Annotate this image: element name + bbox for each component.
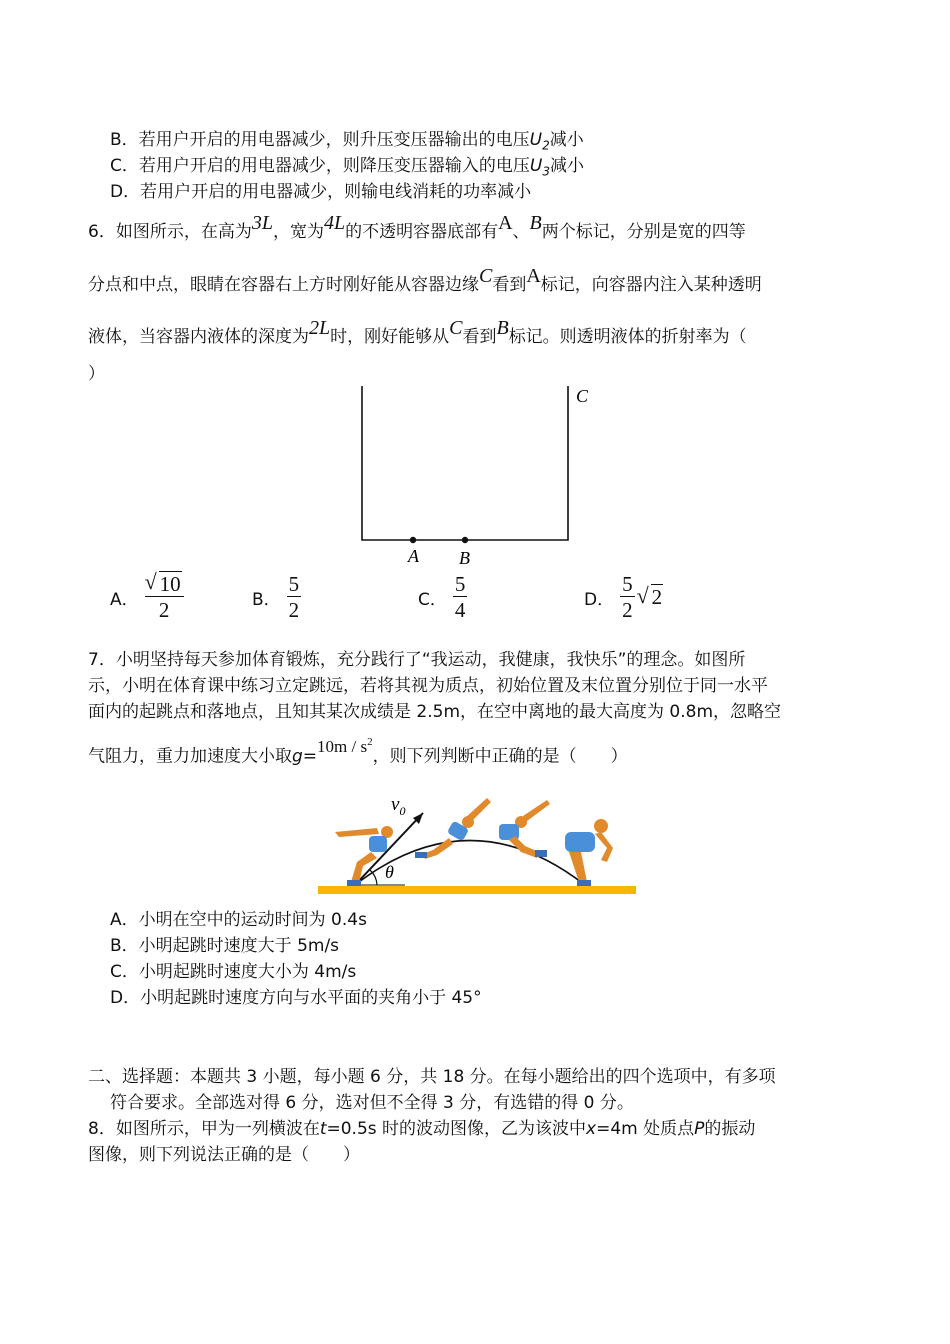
q8-line2: 图像，则下列说法正确的是（ ） xyxy=(88,1145,360,1165)
q7-option-c: C．小明起跳时速度大小为 4m/s xyxy=(110,962,357,982)
q5-option-b: B．若用户开启的用电器减少，则升压变压器输出的电压$U_2$减小 xyxy=(110,130,584,153)
q6-container-figure xyxy=(350,382,610,572)
q7-line3: 面内的起跳点和落地点，且知其某次成绩是 2.5m，在空中离地的最大高度为 0.8m，忽略空 xyxy=(88,702,781,722)
section2-heading-cont: 符合要求。全部选对得 6 分，选对但不全得 3 分，有选错的得 0 分。 xyxy=(110,1093,634,1113)
label-b: B xyxy=(459,548,470,568)
q7-option-b: B．小明起跳时速度大于 5m/s xyxy=(110,936,340,956)
q6-line3: 液体，当容器内液体的深度为2L时，刚好能够从C看到B标记。则透明液体的折射率为（ xyxy=(88,317,747,347)
container-outline xyxy=(362,386,568,540)
q7-jump-figure xyxy=(315,788,640,900)
q6-line1: 6．如图所示，在高为3L，宽为4L的不透明容器底部有A、B两个标记，分别是宽的四等 xyxy=(88,212,746,242)
q6-option-b: B． $\frac{5}{2}$ xyxy=(252,572,300,622)
q6-line2: 分点和中点，眼睛在容器右上方时刚好能从容器边缘C看到A标记，向容器内注入某种透明 xyxy=(88,265,762,295)
v0-label: $v_0$ xyxy=(391,794,406,818)
q6-option-d: D． $\frac{5}{2}$ √ 2 xyxy=(584,572,663,623)
q7-line2: 示，小明在体育课中练习立定跳远，若将其视为质点，初始位置及末位置分别位于同一水平 xyxy=(88,676,768,696)
label-c: C xyxy=(576,386,589,406)
q7-option-a: A．小明在空中的运动时间为 0.4s xyxy=(110,910,367,930)
section2-heading: 二、选择题：本题共 3 小题，每小题 6 分，共 18 分。在每小题给出的四个选项中，有多项 xyxy=(88,1067,776,1087)
q6-line4: ） xyxy=(88,364,105,384)
theta-label: θ xyxy=(385,862,394,882)
q6-option-a: A． √ $\frac{10}{2}$ xyxy=(110,572,184,623)
jumper-airborne-2 xyxy=(499,800,550,858)
q6-option-c: C． $\frac{5}{4}$ xyxy=(418,572,466,622)
q7-option-d: D．小明起跳时速度方向与水平面的夹角小于 45° xyxy=(110,988,482,1008)
ground xyxy=(318,886,636,894)
q8-line1: 8．如图所示，甲为一列横波在t=0.5s 时的波动图像，乙为该波中x=4m 处质点P的振动 xyxy=(88,1119,756,1139)
q7-line4: 气阻力，重力加速度大小取$g=10m / s^2$，则下列判断中正确的是（ ） xyxy=(88,736,628,767)
q5-option-d: D．若用户开启的用电器减少，则输电线消耗的功率减小 xyxy=(110,182,532,202)
label-a: A xyxy=(408,546,419,566)
point-b xyxy=(462,537,468,543)
jumper-airborne-1 xyxy=(415,798,491,859)
q5-option-c: C．若用户开启的用电器减少，则降压变压器输入的电压$U_3$减小 xyxy=(110,156,584,179)
point-a xyxy=(410,537,416,543)
q7-line1: 7．小明坚持每天参加体育锻炼，充分践行了“我运动，我健康，我快乐”的理念。如图所 xyxy=(88,650,746,670)
